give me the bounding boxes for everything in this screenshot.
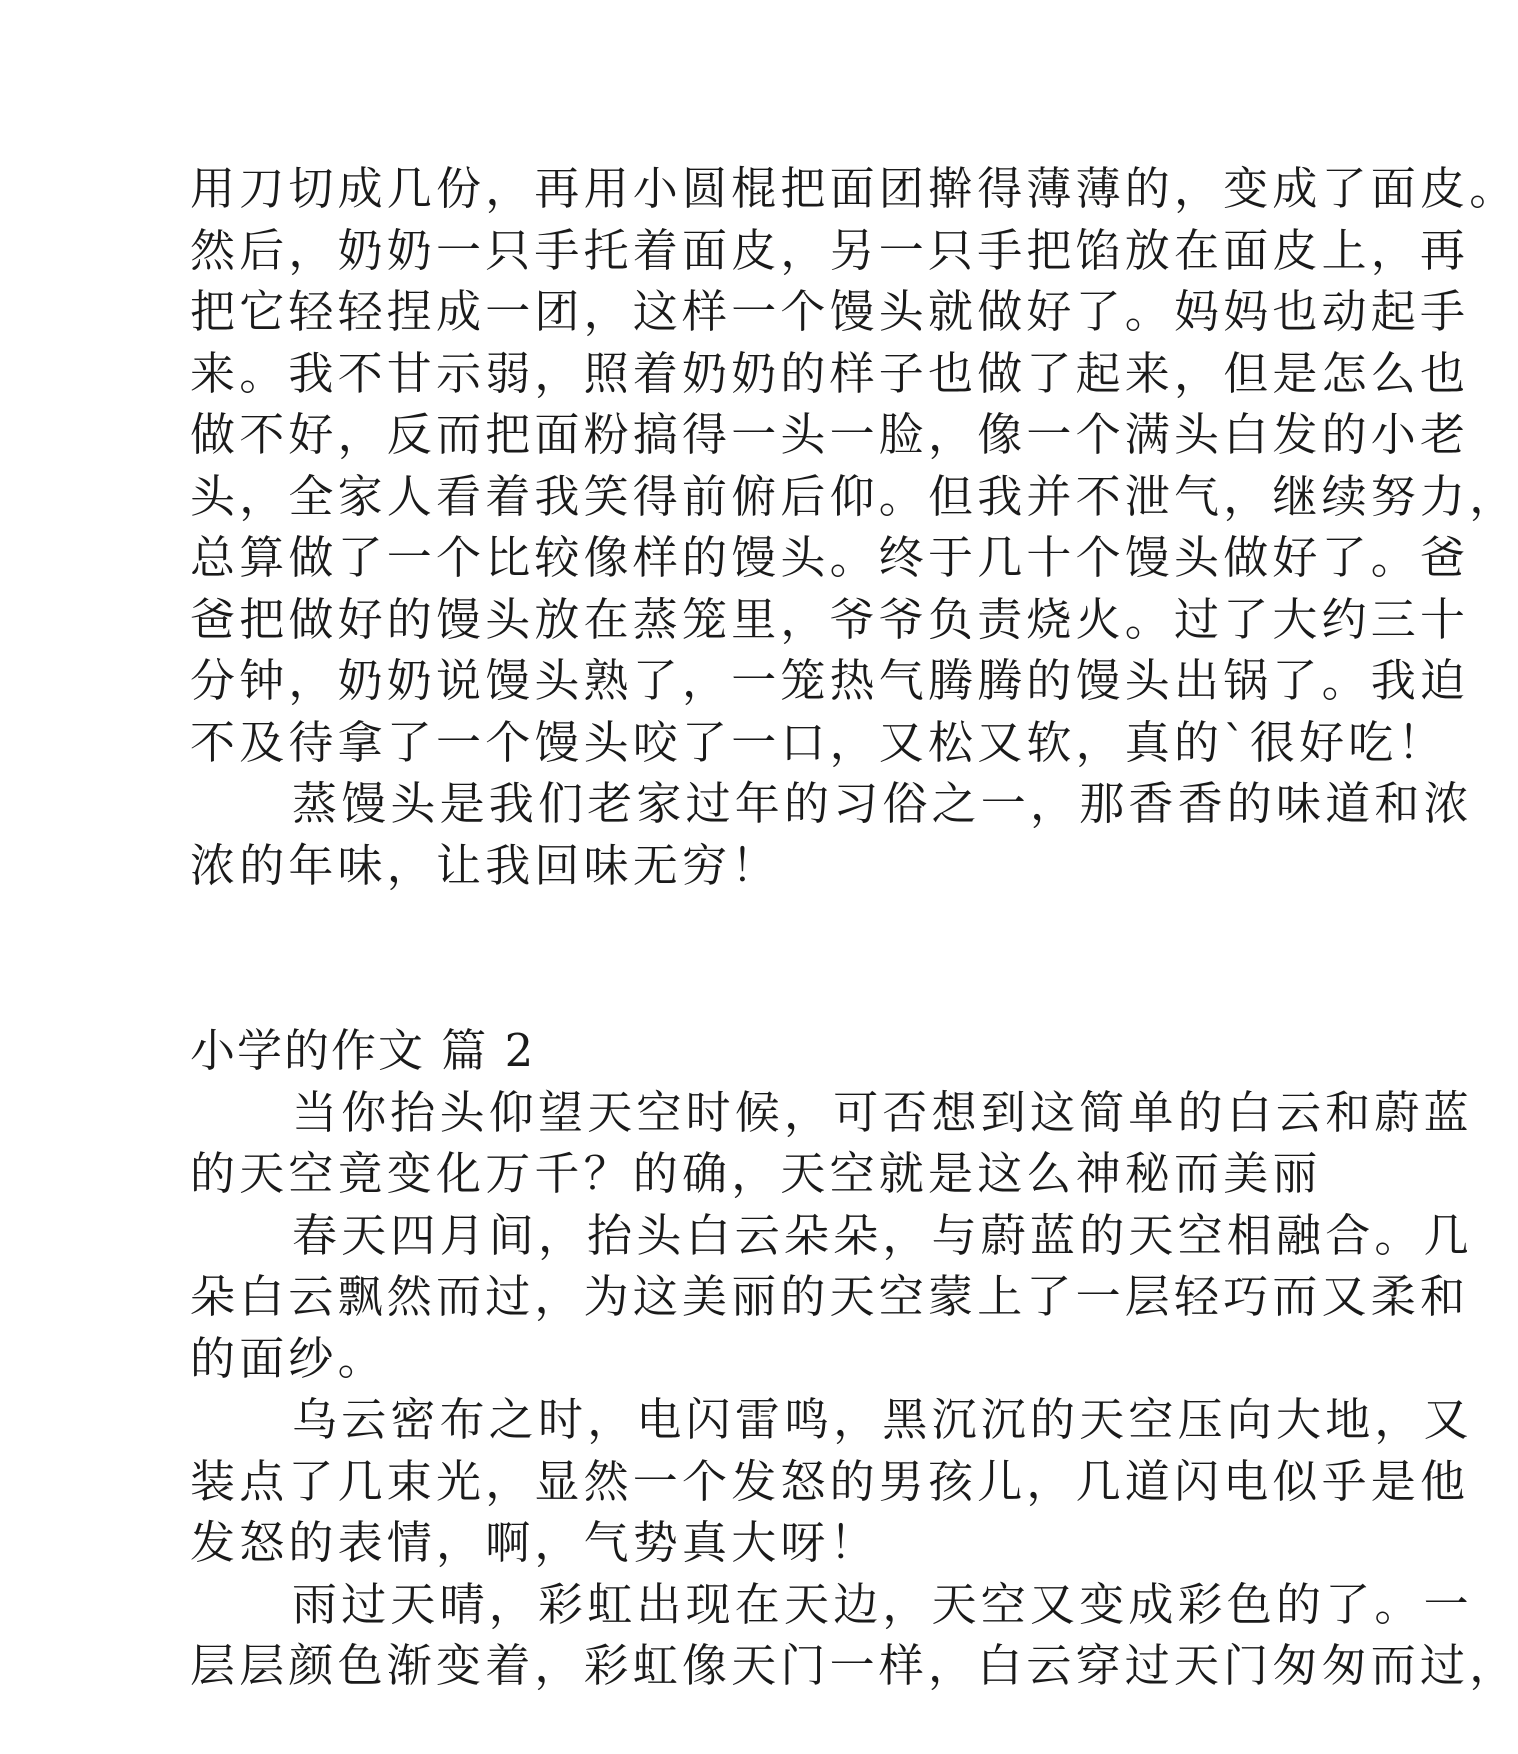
paragraph-continuation (190, 158, 1518, 773)
text-line: 分钟，奶奶说馒头熟了，一笼热气腾腾的馒头出锅了。我迫 (190, 654, 1470, 707)
section-heading: 小学的作文 篇 2 (190, 1024, 536, 1077)
text-line: 用刀切成几份，再用小圆棍把面团擀得薄薄的，变成了面皮。 (190, 162, 1518, 215)
text-line: 层层颜色渐变着，彩虹像天门一样，白云穿过天门匆匆而过， (190, 1639, 1518, 1692)
text-line: 爸把做好的馒头放在蒸笼里，爷爷负责烧火。过了大约三十 (190, 592, 1470, 646)
text-line: 浓的年味，让我回味无穷！ (190, 838, 781, 892)
text-line: 的面纱。 (190, 1331, 387, 1385)
text-line: 蒸馒头是我们老家过年的习俗之一，那香香的味道和浓 (292, 777, 1473, 830)
text-line: 雨过天晴，彩虹出现在天边，天空又变成彩色的了。一 (292, 1577, 1473, 1631)
essay2-paragraph-3 (190, 1389, 1473, 1574)
text-line: 不及待拿了一个馒头咬了一口，又松又软，真的`很好吃！ (190, 715, 1447, 769)
text-line: 装点了几束光，显然一个发怒的男孩儿，几道闪电似乎是他 (190, 1454, 1470, 1508)
essay2-paragraph-1 (190, 1082, 1473, 1205)
text-line: 春天四月间，抬头白云朵朵，与蔚蓝的天空相融合。几 (292, 1208, 1473, 1262)
text-line: 乌云密布之时，电闪雷鸣，黑沉沉的天空压向大地，又 (292, 1393, 1473, 1446)
text-line: 的天空竟变化万千？的确，天空就是这么神秘而美丽 (190, 1147, 1322, 1200)
text-line: 发怒的表情，啊，气势真大呀！ (190, 1516, 879, 1569)
text-line: 做不好，反而把面粉搞得一头一脸，像一个满头白发的小老 (190, 408, 1470, 461)
section-spacer (190, 896, 1070, 1020)
text-line: 把它轻轻捏成一团，这样一个馒头就做好了。妈妈也动起手 (190, 285, 1470, 338)
text-line: 然后，奶奶一只手托着面皮，另一只手把馅放在面皮上，再 (190, 223, 1470, 277)
essay2-paragraph-2 (190, 1205, 1473, 1390)
text-line: 头，全家人看着我笑得前俯后仰。但我并不泄气，继续努力， (190, 469, 1518, 523)
text-line: 总算做了一个比较像样的馒头。终于几十个馒头做好了。爸 (190, 531, 1470, 584)
text-line: 来。我不甘示弱，照着奶奶的样子也做了起来，但是怎么也 (190, 346, 1470, 400)
paragraph-closing (190, 773, 1473, 896)
document-body (190, 158, 1518, 1697)
text-line: 当你抬头仰望天空时候，可否想到这简单的白云和蔚蓝 (292, 1085, 1473, 1139)
essay2-paragraph-4 (190, 1574, 1518, 1697)
text-line: 朵白云飘然而过，为这美丽的天空蒙上了一层轻巧而又柔和 (190, 1270, 1470, 1323)
